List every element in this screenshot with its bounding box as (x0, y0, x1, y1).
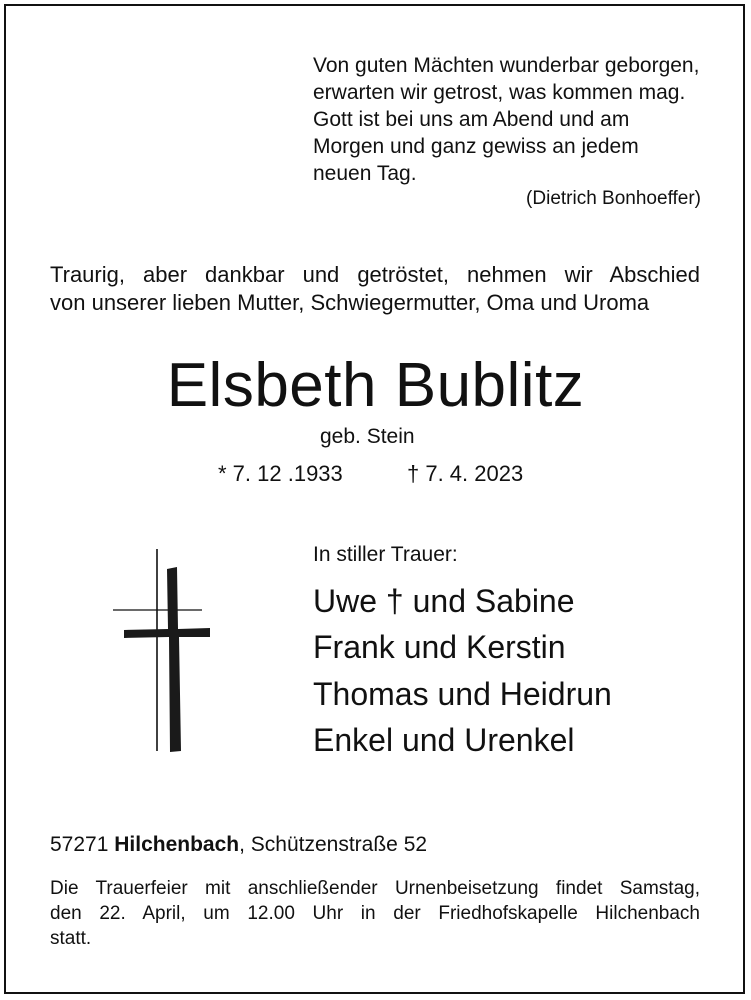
maiden-name: geb. Stein (320, 425, 415, 448)
death-date: † 7. 4. 2023 (407, 461, 524, 486)
mourner-line: Frank und Kerstin (313, 629, 566, 665)
poem-line: Morgen und ganz gewiss an jedem (313, 135, 639, 158)
mourner-line: Thomas und Heidrun (313, 676, 612, 712)
street: , Schützenstraße 52 (239, 833, 428, 856)
poem-author: (Dietrich Bonhoeffer) (526, 188, 701, 209)
poem-line: Gott ist bei uns am Abend und am (313, 108, 630, 131)
deceased-name: Elsbeth Bublitz (166, 351, 585, 420)
city: Hilchenbach (114, 833, 240, 856)
poem-line: Von guten Mächten wunderbar geborgen, (313, 54, 700, 77)
intro-line: von unserer lieben Mutter, Schwiegermutter, Oma und Uroma (50, 290, 650, 315)
poem (313, 52, 699, 187)
cross-icon (110, 545, 220, 757)
service-line: statt. (50, 928, 92, 949)
poem-line: erwarten wir getrost, was kommen mag. (313, 81, 686, 104)
mourning-heading: In stiller Trauer: (313, 543, 458, 566)
service-line: Die Trauerfeier mit anschließender Urnenbeisetzung findet Samstag, (50, 878, 700, 899)
mourner-line: Enkel und Urenkel (313, 722, 575, 758)
poem-line: neuen Tag. (313, 162, 417, 185)
birth-date: * 7. 12 .1933 (218, 461, 343, 486)
service-line: den 22. April, um 12.00 Uhr in der Friedhofskapelle Hilchenbach (50, 903, 700, 924)
intro-text (50, 261, 700, 317)
funeral-service-text (50, 876, 700, 951)
postal-code: 57271 (50, 833, 109, 856)
mourner-line: Uwe † und Sabine (313, 583, 575, 619)
address (50, 833, 427, 857)
intro-line: Traurig, aber dankbar und getröstet, nehmen wir Abschied (50, 262, 700, 287)
